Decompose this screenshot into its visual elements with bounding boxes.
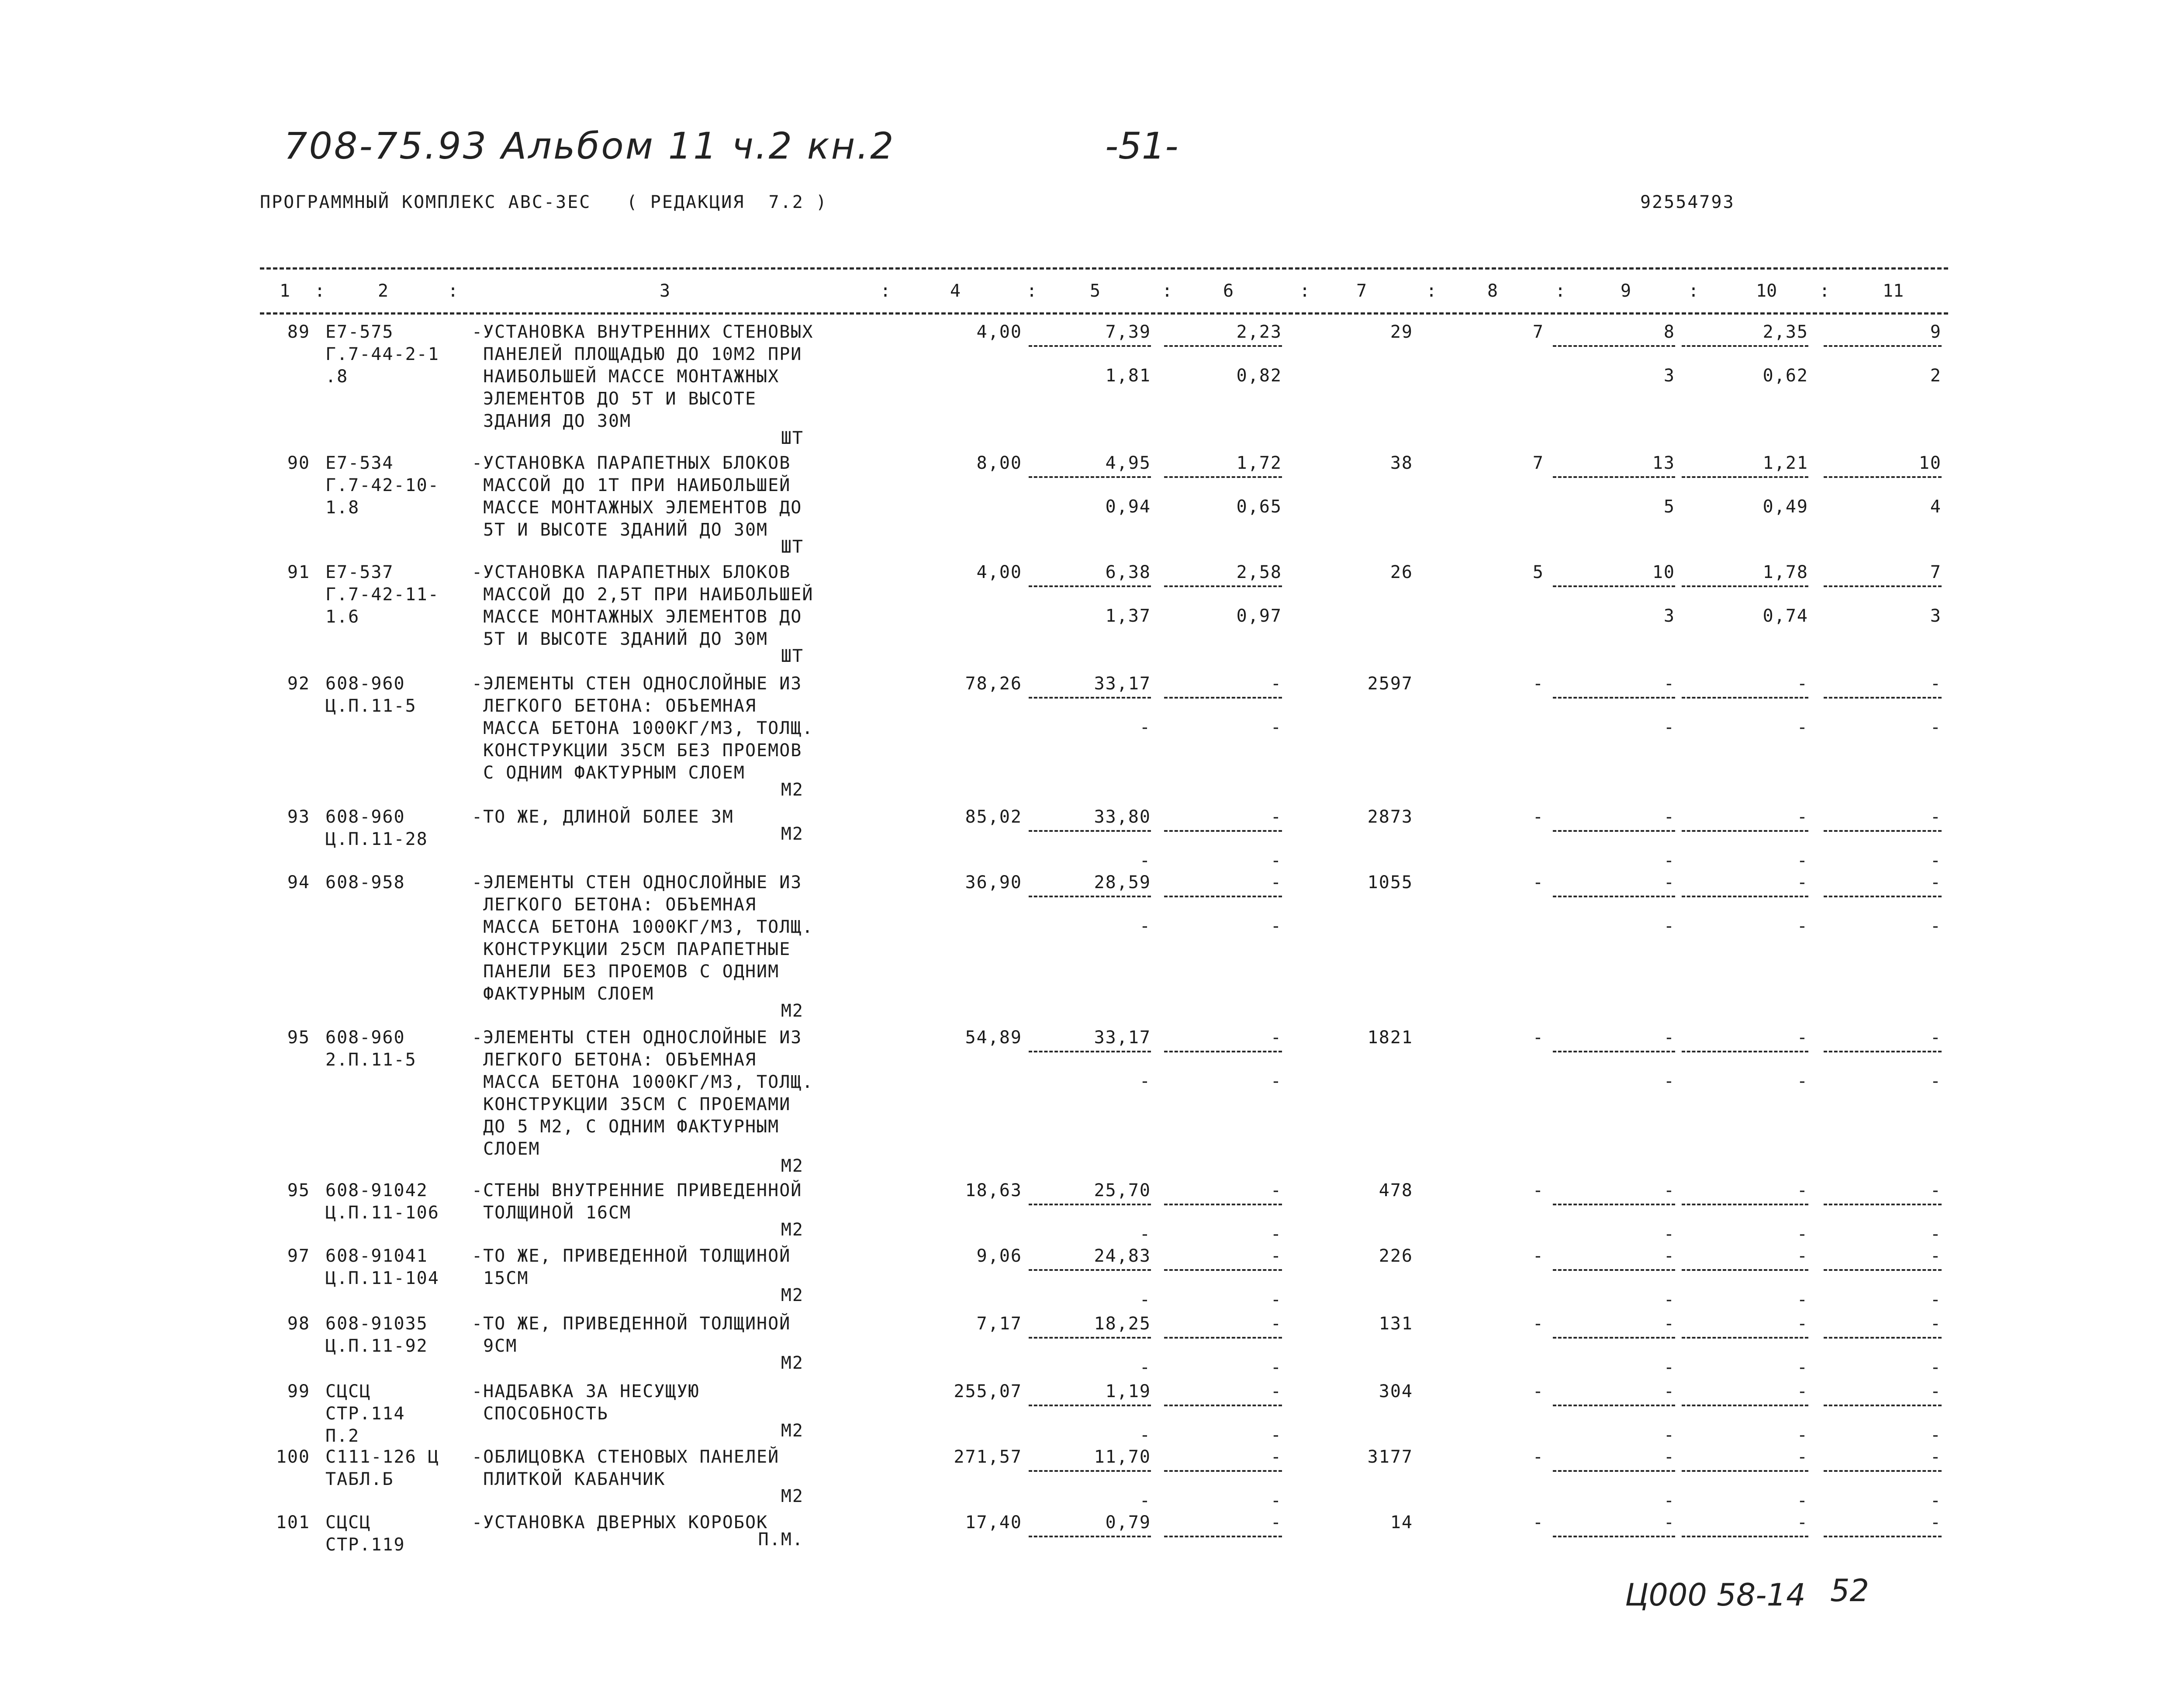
col6-value: -	[1164, 806, 1282, 832]
col10-value: 1,21	[1682, 452, 1808, 478]
col9-secondary-value: -	[1663, 851, 1675, 871]
row-description: -ТО ЖЕ, ПРИВЕДЕННОЙ ТОЛЩИНОЙ 15СМ	[472, 1246, 791, 1288]
col6-value: 2,58	[1164, 561, 1282, 587]
col5-value: 18,25	[1029, 1313, 1151, 1339]
row-code: 608-958	[325, 872, 405, 893]
row-unit: М2	[781, 1156, 804, 1176]
col11-secondary-value: -	[1930, 1425, 1942, 1445]
col9-value: -	[1553, 1245, 1675, 1271]
row-description: -НАДБАВКА ЗА НЕСУЩУЮ СПОСОБНОСТЬ	[472, 1381, 700, 1424]
row-code: 608-960 Ц.П.11-28	[325, 807, 428, 849]
col10-value: -	[1682, 1381, 1808, 1406]
col11-value: -	[1824, 673, 1942, 699]
column-number-7: 7	[1356, 281, 1367, 301]
col5-value: 33,17	[1029, 1027, 1151, 1052]
col5-secondary-value: 0,94	[1105, 497, 1151, 517]
col6-secondary-value: -	[1270, 717, 1282, 737]
col9-value: -	[1553, 872, 1675, 897]
col8-value: 7	[1532, 453, 1544, 473]
column-separator: :	[1426, 281, 1437, 301]
col10-value: -	[1682, 1180, 1808, 1205]
col4-value: 4,00	[976, 322, 1022, 342]
col7-value: 2597	[1367, 674, 1413, 694]
row-unit: М2	[781, 824, 804, 844]
col9-value: 8	[1553, 321, 1675, 347]
column-separator: :	[314, 281, 325, 301]
col6-value: -	[1164, 1027, 1282, 1052]
col9-secondary-value: -	[1663, 717, 1675, 737]
col6-secondary-value: -	[1270, 1357, 1282, 1377]
col10-secondary-value: -	[1797, 1425, 1808, 1445]
row-description: -ТО ЖЕ, ДЛИНОЙ БОЛЕЕ 3М	[472, 807, 734, 827]
col9-secondary-value: -	[1663, 1491, 1675, 1511]
row-code: 608-960 Ц.П.11-5	[325, 674, 417, 716]
column-number-10: 10	[1756, 281, 1777, 301]
row-description: -УСТАНОВКА ПАРАПЕТНЫХ БЛОКОВ МАССОЙ ДО 2,5Т ПРИ НАИБОЛЬШЕЙ МАССЕ МОНТАЖНЫХ ЭЛЕМЕНТОВ ДО 5Т И ВЫСОТЕ ЗДАНИЙ ДО 30М	[472, 562, 814, 649]
col6-secondary-value: 0,82	[1236, 366, 1282, 386]
column-number-1: 1	[280, 281, 290, 301]
col9-secondary-value: 3	[1663, 366, 1675, 386]
col4-value: 4,00	[976, 562, 1022, 582]
col9-value: -	[1553, 806, 1675, 832]
row-number: 89	[287, 322, 310, 342]
col6-secondary-value: -	[1270, 916, 1282, 936]
col5-secondary-value: -	[1139, 1224, 1151, 1244]
col10-secondary-value: -	[1797, 1491, 1808, 1511]
col5-value: 28,59	[1029, 872, 1151, 897]
col5-secondary-value: -	[1139, 916, 1151, 936]
col4-value: 85,02	[965, 807, 1022, 827]
col8-value: 5	[1532, 562, 1544, 582]
col9-secondary-value: -	[1663, 1290, 1675, 1310]
row-description: -УСТАНОВКА ПАРАПЕТНЫХ БЛОКОВ МАССОЙ ДО 1Т ПРИ НАИБОЛЬШЕЙ МАССЕ МОНТАЖНЫХ ЭЛЕМЕНТОВ ДО 5Т И ВЫСОТЕ ЗДАНИЙ ДО 30М	[472, 453, 802, 540]
col7-value: 304	[1379, 1381, 1413, 1401]
col10-value: -	[1682, 872, 1808, 897]
col6-value: -	[1164, 1313, 1282, 1339]
col5-secondary-value: -	[1139, 1357, 1151, 1377]
col8-value: -	[1532, 1314, 1544, 1334]
header-bottom-rule	[260, 312, 1948, 315]
handwritten-footer-code: Ц000 58-14	[1625, 1577, 1806, 1613]
row-code: 608-91035 Ц.П.11-92	[325, 1314, 428, 1356]
col8-value: -	[1532, 1246, 1544, 1266]
row-code: Е7-534 Г.7-42-10- 1.8	[325, 453, 439, 518]
col8-value: -	[1532, 1381, 1544, 1401]
col10-value: -	[1682, 1446, 1808, 1472]
col8-value: -	[1532, 1447, 1544, 1467]
col9-value: -	[1553, 1027, 1675, 1052]
row-number: 90	[287, 453, 310, 473]
row-unit: М2	[781, 780, 804, 800]
col10-value: -	[1682, 1313, 1808, 1339]
row-unit: М2	[781, 1353, 804, 1373]
column-number-5: 5	[1090, 281, 1101, 301]
col6-secondary-value: 0,97	[1236, 606, 1282, 626]
col10-value: -	[1682, 1512, 1808, 1537]
row-unit: М2	[781, 1421, 804, 1441]
row-number: 91	[287, 562, 310, 582]
col8-value: -	[1532, 1180, 1544, 1201]
col5-secondary-value: -	[1139, 1290, 1151, 1310]
row-unit: М2	[781, 1001, 804, 1021]
col9-value: -	[1553, 1512, 1675, 1537]
row-unit: ШТ	[781, 537, 804, 557]
col11-value: 10	[1824, 452, 1942, 478]
column-separator: :	[1299, 281, 1310, 301]
col10-value: 1,78	[1682, 561, 1808, 587]
col5-value: 11,70	[1029, 1446, 1151, 1472]
row-number: 101	[276, 1512, 310, 1533]
col9-secondary-value: -	[1663, 916, 1675, 936]
col11-value: -	[1824, 1381, 1942, 1406]
col6-value: -	[1164, 673, 1282, 699]
row-code: 608-960 2.П.11-5	[325, 1028, 417, 1070]
col8-value: -	[1532, 1028, 1544, 1048]
col6-value: 1,72	[1164, 452, 1282, 478]
col6-secondary-value: -	[1270, 1071, 1282, 1091]
col6-secondary-value: -	[1270, 851, 1282, 871]
row-number: 97	[287, 1246, 310, 1266]
col11-secondary-value: -	[1930, 851, 1942, 871]
column-separator: :	[1555, 281, 1566, 301]
row-number: 99	[287, 1381, 310, 1401]
col10-secondary-value: -	[1797, 717, 1808, 737]
col6-secondary-value: -	[1270, 1290, 1282, 1310]
row-unit: П.М.	[758, 1530, 804, 1550]
col11-secondary-value: -	[1930, 1224, 1942, 1244]
col5-value: 33,17	[1029, 673, 1151, 699]
col11-value: 7	[1824, 561, 1942, 587]
col11-value: -	[1824, 1245, 1942, 1271]
col10-value: -	[1682, 806, 1808, 832]
col9-secondary-value: -	[1663, 1425, 1675, 1445]
col7-value: 3177	[1367, 1447, 1413, 1467]
col5-value: 6,38	[1029, 561, 1151, 587]
col10-secondary-value: -	[1797, 1290, 1808, 1310]
col5-secondary-value: 1,37	[1105, 606, 1151, 626]
col9-secondary-value: -	[1663, 1357, 1675, 1377]
col5-value: 0,79	[1029, 1512, 1151, 1537]
document-number: 92554793	[1640, 192, 1735, 212]
col10-value: 2,35	[1682, 321, 1808, 347]
col5-value: 7,39	[1029, 321, 1151, 347]
column-number-2: 2	[378, 281, 389, 301]
row-unit: М2	[781, 1486, 804, 1506]
col9-secondary-value: -	[1663, 1071, 1675, 1091]
col4-value: 8,00	[976, 453, 1022, 473]
row-number: 93	[287, 807, 310, 827]
col6-value: -	[1164, 1245, 1282, 1271]
handwritten-page-number: -51-	[1105, 125, 1178, 167]
row-unit: ШТ	[781, 428, 804, 448]
col6-secondary-value: 0,65	[1236, 497, 1282, 517]
col8-value: -	[1532, 872, 1544, 893]
col10-secondary-value: -	[1797, 916, 1808, 936]
col7-value: 1055	[1367, 872, 1413, 893]
col4-value: 17,40	[965, 1512, 1022, 1533]
col10-secondary-value: -	[1797, 1224, 1808, 1244]
col11-value: -	[1824, 1512, 1942, 1537]
col5-value: 33,80	[1029, 806, 1151, 832]
row-unit: ШТ	[781, 646, 804, 666]
col11-secondary-value: -	[1930, 1491, 1942, 1511]
col5-secondary-value: 1,81	[1105, 366, 1151, 386]
col7-value: 1821	[1367, 1028, 1413, 1048]
program-line: ПРОГРАММНЫЙ КОМПЛЕКС АВС-3ЕС ( РЕДАКЦИЯ 7.2 )	[260, 192, 828, 212]
col4-value: 271,57	[954, 1447, 1022, 1467]
handwritten-title: 708-75.93 Альбом 11 ч.2 кн.2	[284, 125, 895, 167]
row-description: -ЭЛЕМЕНТЫ СТЕН ОДНОСЛОЙНЫЕ ИЗ ЛЕГКОГО БЕТОНА: ОБЪЕМНАЯ МАССА БЕТОНА 1000КГ/М3, ТОЛЩ. КОНСТРУКЦИИ 35СМ С ПРОЕМАМИ ДО 5 М2, С ОДНИМ ФАКТУРНЫМ СЛОЕМ	[472, 1028, 814, 1159]
row-number: 100	[276, 1447, 310, 1467]
col6-value: 2,23	[1164, 321, 1282, 347]
column-separator: :	[448, 281, 459, 301]
col5-secondary-value: -	[1139, 1425, 1151, 1445]
col5-secondary-value: -	[1139, 717, 1151, 737]
col7-value: 38	[1390, 453, 1413, 473]
col4-value: 54,89	[965, 1028, 1022, 1048]
col4-value: 78,26	[965, 674, 1022, 694]
col4-value: 7,17	[976, 1314, 1022, 1334]
row-code: СЦСЦ СТР.119	[325, 1512, 405, 1555]
col8-value: -	[1532, 807, 1544, 827]
col10-value: -	[1682, 1027, 1808, 1052]
col5-secondary-value: -	[1139, 851, 1151, 871]
column-number-3: 3	[660, 281, 670, 301]
column-separator: :	[1026, 281, 1037, 301]
col7-value: 131	[1379, 1314, 1413, 1334]
col11-value: -	[1824, 1446, 1942, 1472]
col11-secondary-value: -	[1930, 717, 1942, 737]
col8-value: -	[1532, 1512, 1544, 1533]
row-description: -УСТАНОВКА ДВЕРНЫХ КОРОБОК	[472, 1512, 768, 1533]
row-number: 95	[287, 1180, 310, 1201]
col4-value: 36,90	[965, 872, 1022, 893]
row-number: 98	[287, 1314, 310, 1334]
col11-secondary-value: 3	[1930, 606, 1942, 626]
column-separator: :	[1162, 281, 1173, 301]
row-number: 92	[287, 674, 310, 694]
col6-value: -	[1164, 1381, 1282, 1406]
handwritten-footer-number: 52	[1830, 1573, 1870, 1609]
col9-secondary-value: 3	[1663, 606, 1675, 626]
row-number: 95	[287, 1028, 310, 1048]
col4-value: 255,07	[954, 1381, 1022, 1401]
col6-secondary-value: -	[1270, 1425, 1282, 1445]
col11-secondary-value: -	[1930, 916, 1942, 936]
row-description: -ОБЛИЦОВКА СТЕНОВЫХ ПАНЕЛЕЙ ПЛИТКОЙ КАБАНЧИК	[472, 1447, 780, 1489]
col9-value: 13	[1553, 452, 1675, 478]
col8-value: 7	[1532, 322, 1544, 342]
col10-secondary-value: 0,49	[1762, 497, 1808, 517]
row-code: 608-91042 Ц.П.11-106	[325, 1180, 439, 1223]
col11-value: -	[1824, 1180, 1942, 1205]
col10-value: -	[1682, 673, 1808, 699]
col11-secondary-value: 4	[1930, 497, 1942, 517]
row-description: -УСТАНОВКА ВНУТРЕННИХ СТЕНОВЫХ ПАНЕЛЕЙ ПЛОЩАДЬЮ ДО 10М2 ПРИ НАИБОЛЬШЕЙ МАССЕ МОНТАЖНЫХ ЭЛЕМЕНТОВ ДО 5Т И ВЫСОТЕ ЗДАНИЯ ДО 30М	[472, 322, 814, 431]
row-description: -ЭЛЕМЕНТЫ СТЕН ОДНОСЛОЙНЫЕ ИЗ ЛЕГКОГО БЕТОНА: ОБЪЕМНАЯ МАССА БЕТОНА 1000КГ/М3, ТОЛЩ. КОНСТРУКЦИИ 35СМ БЕЗ ПРОЕМОВ С ОДНИМ ФАКТУРНЫМ СЛОЕМ	[472, 674, 814, 783]
col10-secondary-value: -	[1797, 1357, 1808, 1377]
column-number-9: 9	[1621, 281, 1631, 301]
col5-value: 25,70	[1029, 1180, 1151, 1205]
col11-secondary-value: -	[1930, 1290, 1942, 1310]
col9-secondary-value: -	[1663, 1224, 1675, 1244]
col10-secondary-value: -	[1797, 851, 1808, 871]
column-number-4: 4	[950, 281, 961, 301]
col7-value: 2873	[1367, 807, 1413, 827]
col9-value: -	[1553, 673, 1675, 699]
col11-value: -	[1824, 872, 1942, 897]
row-code: Е7-537 Г.7-42-11- 1.6	[325, 562, 439, 627]
col11-secondary-value: -	[1930, 1071, 1942, 1091]
row-code: 608-91041 Ц.П.11-104	[325, 1246, 439, 1288]
col11-value: -	[1824, 1313, 1942, 1339]
col9-value: 10	[1553, 561, 1675, 587]
col4-value: 9,06	[976, 1246, 1022, 1266]
column-number-8: 8	[1487, 281, 1498, 301]
col4-value: 18,63	[965, 1180, 1022, 1201]
col10-secondary-value: 0,74	[1762, 606, 1808, 626]
col5-value: 1,19	[1029, 1381, 1151, 1406]
col5-secondary-value: -	[1139, 1491, 1151, 1511]
col6-value: -	[1164, 1446, 1282, 1472]
row-description: -ТО ЖЕ, ПРИВЕДЕННОЙ ТОЛЩИНОЙ 9СМ	[472, 1314, 791, 1356]
col11-value: -	[1824, 1027, 1942, 1052]
col6-value: -	[1164, 1512, 1282, 1537]
col10-value: -	[1682, 1245, 1808, 1271]
row-number: 94	[287, 872, 310, 893]
col6-value: -	[1164, 1180, 1282, 1205]
column-number-6: 6	[1223, 281, 1234, 301]
col10-secondary-value: -	[1797, 1071, 1808, 1091]
col7-value: 226	[1379, 1246, 1413, 1266]
col9-value: -	[1553, 1381, 1675, 1406]
col11-secondary-value: -	[1930, 1357, 1942, 1377]
col7-value: 478	[1379, 1180, 1413, 1201]
row-unit: М2	[781, 1285, 804, 1305]
row-description: -ЭЛЕМЕНТЫ СТЕН ОДНОСЛОЙНЫЕ ИЗ ЛЕГКОГО БЕТОНА: ОБЪЕМНАЯ МАССА БЕТОНА 1000КГ/М3, ТОЛЩ. КОНСТРУКЦИИ 25СМ ПАРАПЕТНЫЕ ПАНЕЛИ БЕЗ ПРОЕМОВ С ОДНИМ ФАКТУРНЫМ СЛОЕМ	[472, 872, 814, 1004]
row-description: -СТЕНЫ ВНУТРЕННИЕ ПРИВЕДЕННОЙ ТОЛЩИНОЙ 16СМ	[472, 1180, 802, 1223]
row-unit: М2	[781, 1220, 804, 1240]
col11-value: -	[1824, 806, 1942, 832]
row-code: С111-126 Ц ТАБЛ.Б	[325, 1447, 439, 1489]
column-number-11: 11	[1883, 281, 1904, 301]
col11-secondary-value: 2	[1930, 366, 1942, 386]
column-separator: :	[880, 281, 891, 301]
col8-value: -	[1532, 674, 1544, 694]
col11-value: 9	[1824, 321, 1942, 347]
col7-value: 26	[1390, 562, 1413, 582]
col7-value: 29	[1390, 322, 1413, 342]
column-separator: :	[1688, 281, 1699, 301]
col6-value: -	[1164, 872, 1282, 897]
col10-secondary-value: 0,62	[1762, 366, 1808, 386]
col9-value: -	[1553, 1446, 1675, 1472]
col5-value: 24,83	[1029, 1245, 1151, 1271]
row-code: СЦСЦ СТР.114 П.2	[325, 1381, 405, 1446]
header-top-rule	[260, 267, 1948, 270]
row-code: Е7-575 Г.7-44-2-1 .8	[325, 322, 439, 387]
column-separator: :	[1819, 281, 1830, 301]
col6-secondary-value: -	[1270, 1491, 1282, 1511]
col6-secondary-value: -	[1270, 1224, 1282, 1244]
col5-secondary-value: -	[1139, 1071, 1151, 1091]
col7-value: 14	[1390, 1512, 1413, 1533]
col9-value: -	[1553, 1180, 1675, 1205]
col5-value: 4,95	[1029, 452, 1151, 478]
col9-secondary-value: 5	[1663, 497, 1675, 517]
col9-value: -	[1553, 1313, 1675, 1339]
